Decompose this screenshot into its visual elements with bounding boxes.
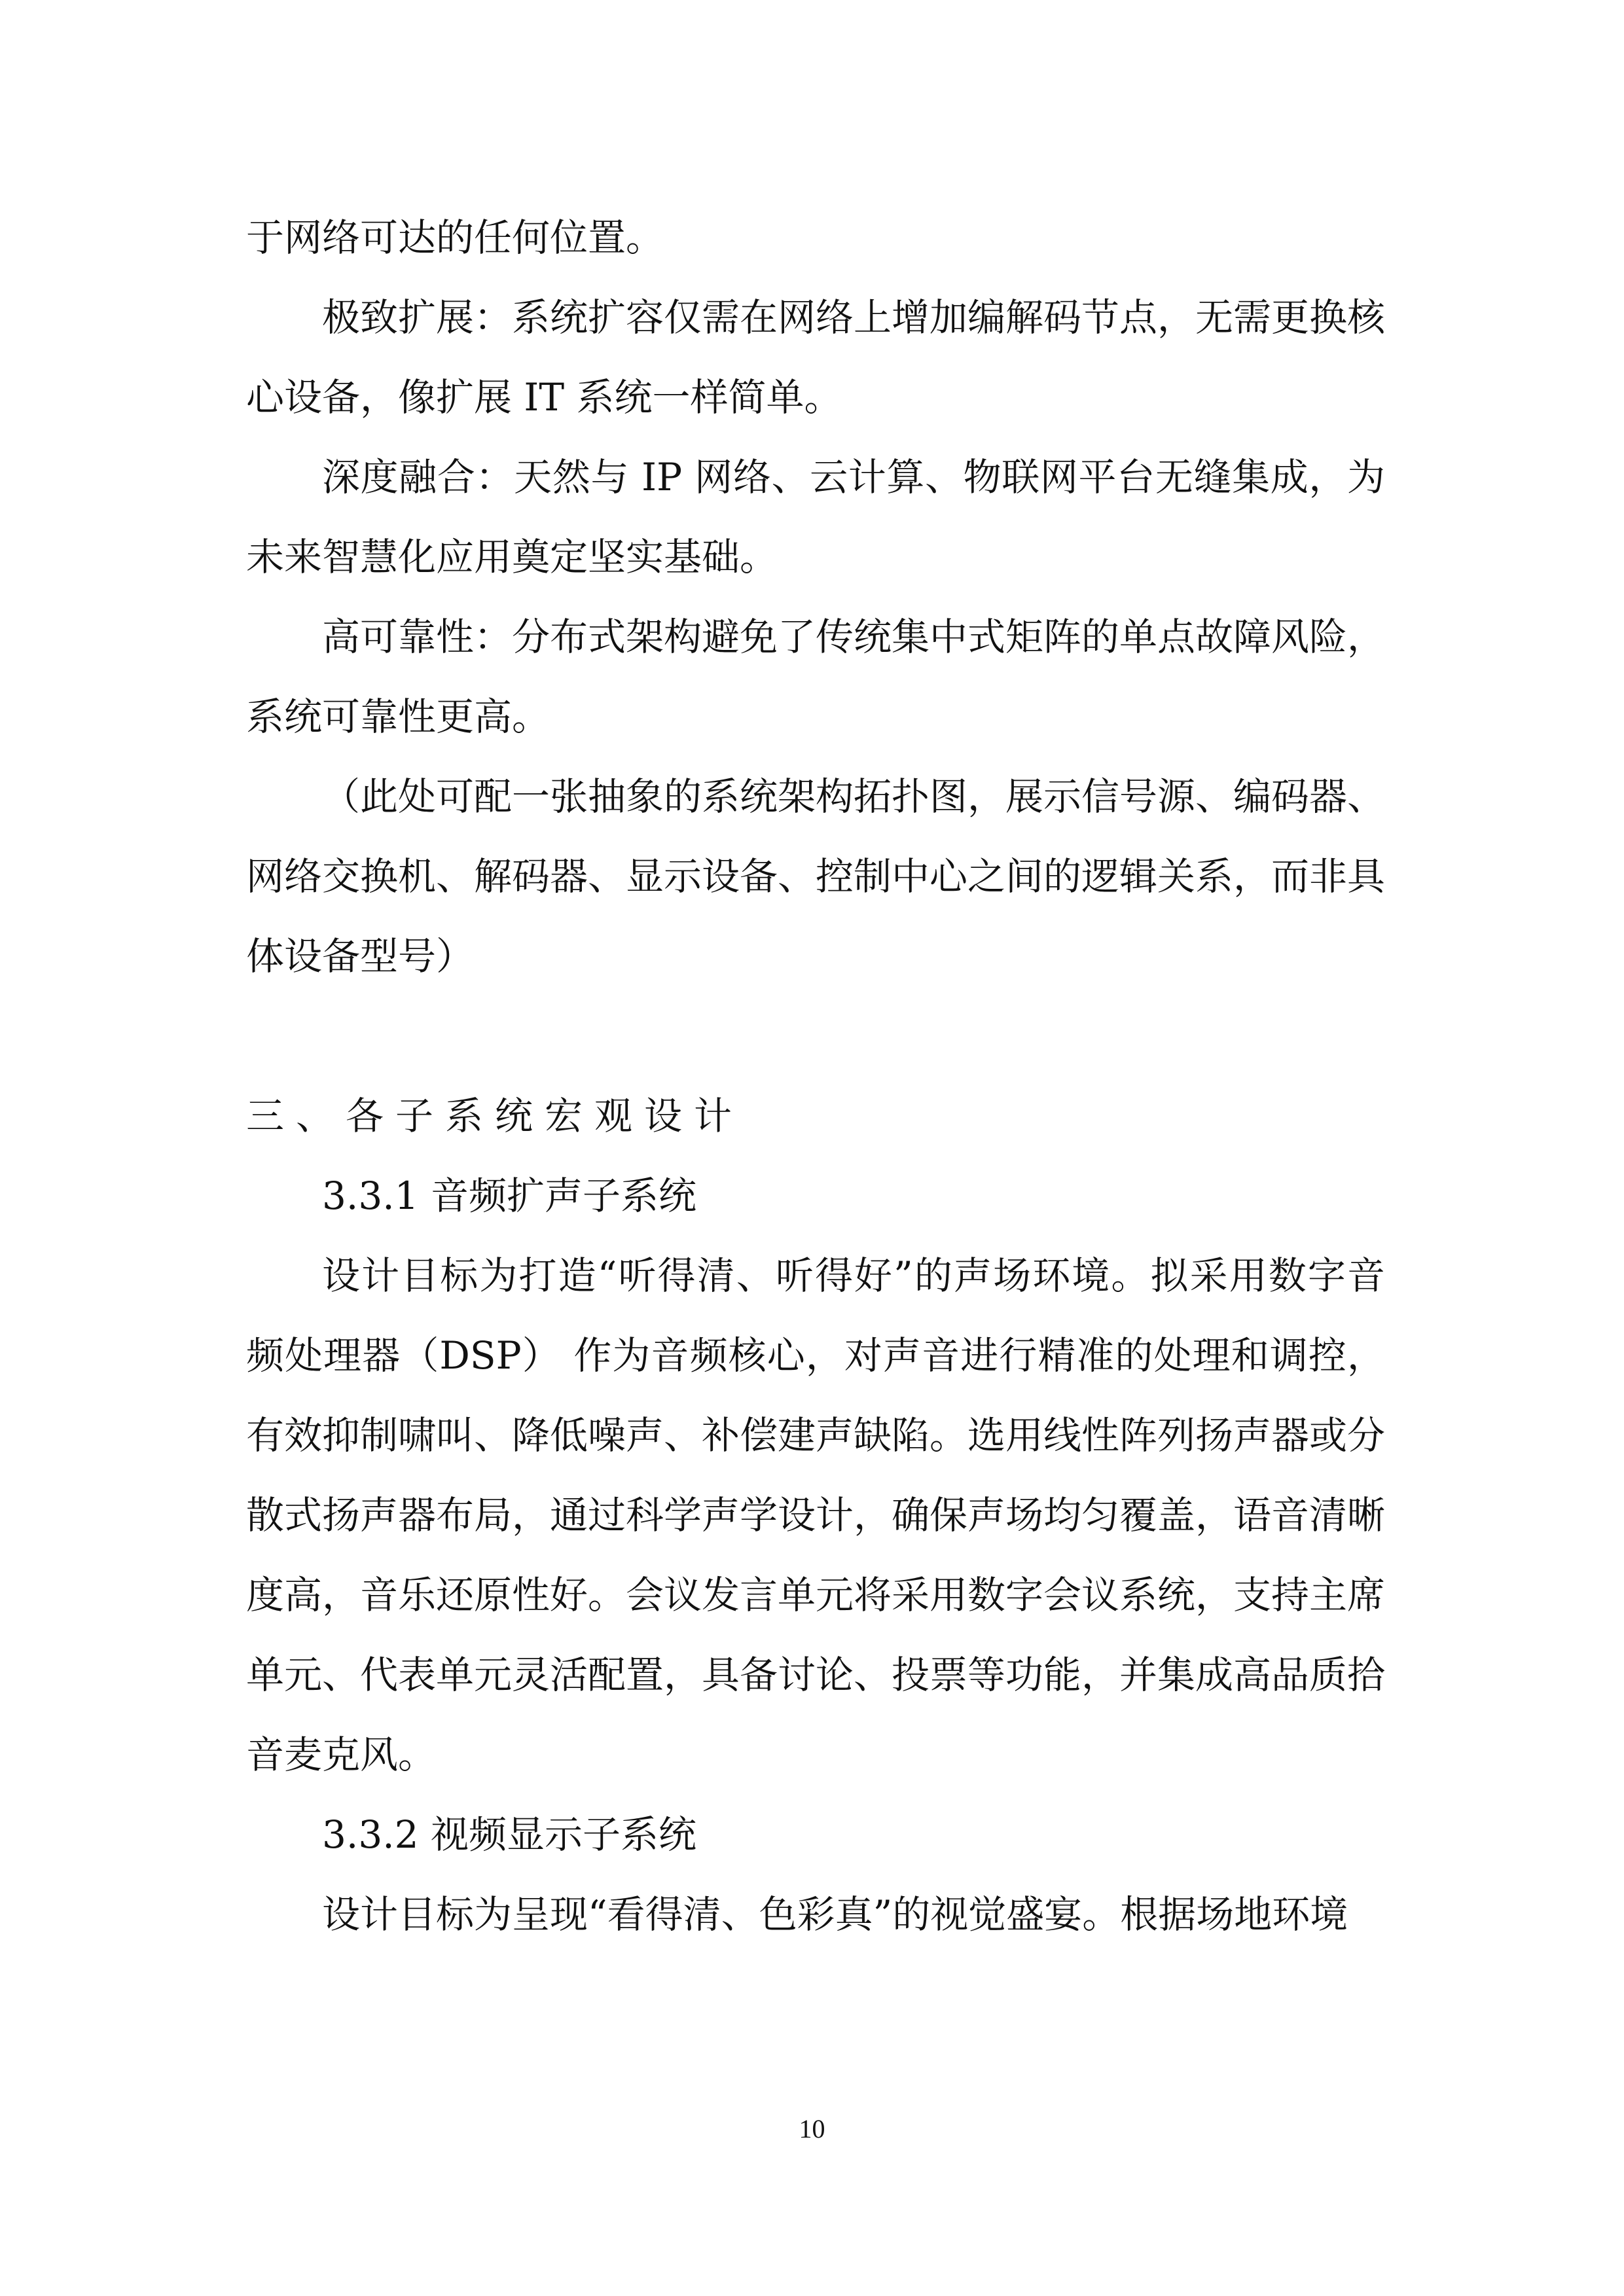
paragraph-figure-note: （此处可配一张抽象的系统架构拓扑图，展示信号源、编码器、网络交换机、解码器、显示设备、控制中心之间的逻辑关系，而非具体设备型号） [246, 774, 1386, 978]
paragraph-continuation: 于网络可达的任何位置。 [246, 215, 664, 260]
subsection-title-video: 3.3.2 视频显示子系统 [322, 1812, 697, 1857]
paragraph-integration: 深度融合：天然与 IP 网络、云计算、物联网平台无缝集成，为未来智慧化应用奠定坚实基础。 [246, 455, 1385, 579]
body-text [246, 198, 1385, 1954]
page-number: 10 [799, 2114, 825, 2144]
section-title: 三、各子系统宏观设计 [246, 1094, 744, 1138]
paragraph-reliability: 高可靠性：分布式架构避免了传统集中式矩阵的单点故障风险，系统可靠性更高。 [246, 615, 1386, 739]
section-spacer [246, 996, 1385, 1076]
paragraph-scalability: 极致扩展：系统扩容仅需在网络上增加编解码节点，无需更换核心设备，像扩展 IT 系统一样简单。 [246, 295, 1386, 420]
paragraph-video-design: 设计目标为呈现“看得清、色彩真”的视觉盛宴。根据场地环境 [322, 1892, 1348, 1937]
subsection-title-audio: 3.3.1 音频扩声子系统 [322, 1174, 697, 1218]
paragraph-audio-design: 设计目标为打造“听得清、听得好”的声场环境。拟采用数字音频处理器（DSP） 作为音频核心，对声音进行精准的处理和调控，有效抑制啸叫、降低噪声、补偿建声缺陷。选用线性阵列扬声器或分散式扬声器布局，通过科学声学设计，确保声场均匀覆盖，语音清晰度高，音乐还原性好。会议发言单元将采用数字会议系统，支持主席单元、代表单元灵活配置，具备讨论、投票等功能，并集成高品质拾音麦克风。 [246, 1253, 1386, 1777]
